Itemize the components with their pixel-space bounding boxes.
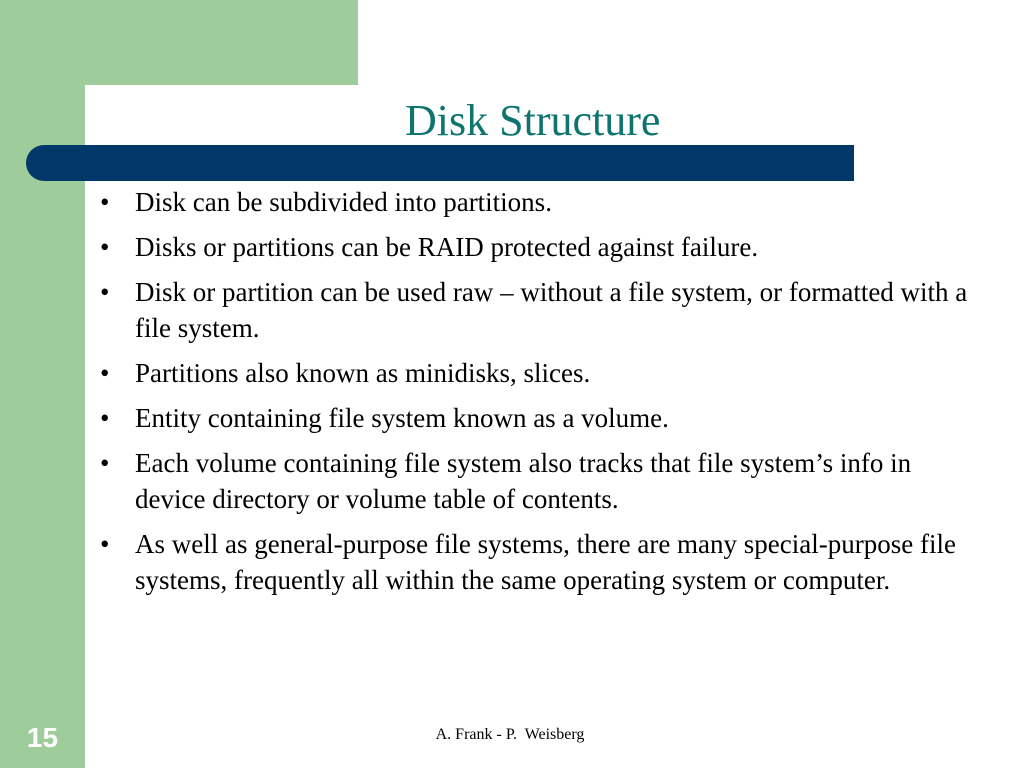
footer-authors: A. Frank - P. Weisberg <box>435 726 585 743</box>
bullet-text: Disks or partitions can be RAID protected against failure. <box>135 232 759 262</box>
bullet-icon: • <box>100 232 110 262</box>
bullet-list <box>100 184 980 607</box>
green-top-band <box>0 0 358 85</box>
bullet-item <box>100 355 980 391</box>
bullet-text: Entity containing file system known as a volume. <box>135 403 669 433</box>
bullet-item <box>100 184 980 220</box>
slide-number: 15 <box>26 722 59 753</box>
bullet-item <box>100 229 980 265</box>
bullet-item <box>100 400 980 436</box>
bullet-icon: • <box>100 277 110 307</box>
bullet-item <box>100 445 980 517</box>
bullet-icon: • <box>100 529 110 559</box>
bullet-item <box>100 526 980 598</box>
bullet-icon: • <box>100 403 110 433</box>
bullet-text: Disk can be subdivided into partitions. <box>135 187 552 217</box>
bullet-icon: • <box>100 448 110 478</box>
title-underline-bar <box>26 145 854 181</box>
bullet-item <box>100 274 980 346</box>
bullet-text: Each volume containing file system also tracks that file system’s info in device directory or volume table of contents. <box>135 448 912 514</box>
bullet-text: Disk or partition can be used raw – without a file system, or formatted with a file system. <box>135 277 968 343</box>
bullet-text: As well as general-purpose file systems, there are many special-purpose file systems, frequently all within the same operating system or computer. <box>135 529 956 595</box>
green-sidebar <box>0 0 85 768</box>
bullet-icon: • <box>100 358 110 388</box>
slide-title: Disk Structure <box>405 96 661 145</box>
bullet-icon: • <box>100 187 110 217</box>
bullet-text: Partitions also known as minidisks, slices. <box>135 358 591 388</box>
